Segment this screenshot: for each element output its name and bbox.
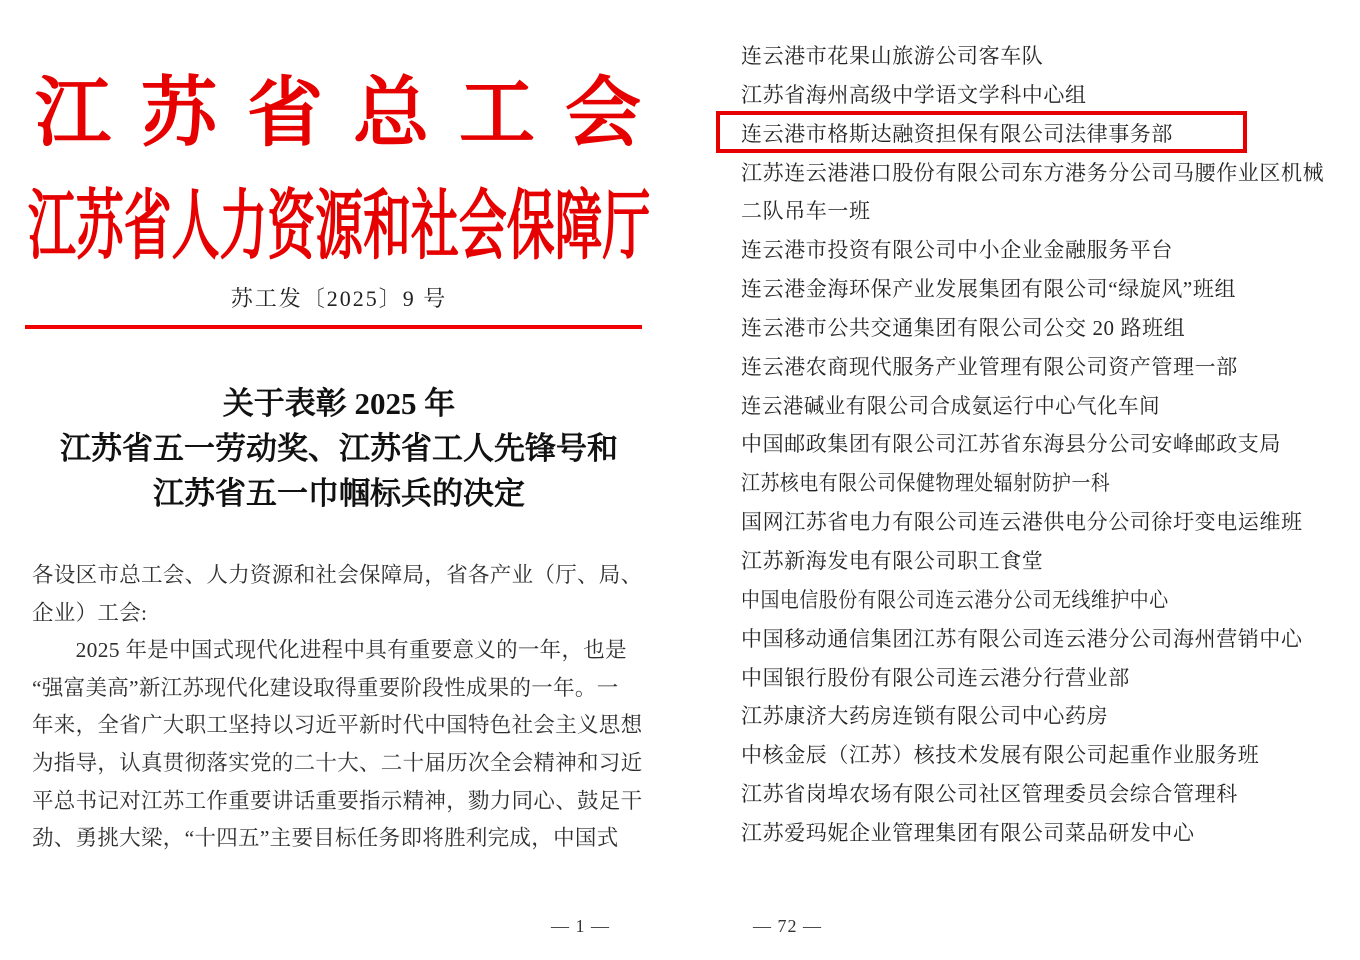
- awarded-unit-line: [741, 542, 1346, 581]
- body-line: 各设区市总工会、人力资源和社会保障局，省各产业（厅、局、: [32, 563, 643, 587]
- awarded-unit-text: 江苏核电有限公司保健物理处辐射防护一科: [741, 471, 1111, 496]
- awarded-unit-line: [741, 348, 1346, 387]
- body-line: 平总书记对江苏工作重要讲话重要指示精神，勠力同心、鼓足干: [32, 788, 643, 813]
- body-line: 年来，全省广大职工坚持以习近平新时代中国特色社会主义思想: [32, 713, 643, 738]
- body-line: 企业）工会:: [32, 600, 148, 625]
- awarded-unit-text: 中核金辰（江苏）核技术发展有限公司起重作业服务班: [741, 743, 1260, 768]
- awarded-unit-text: 连云港市花果山旅游公司客车队: [741, 44, 1044, 68]
- awarded-unit-line: [741, 76, 1346, 115]
- awarded-unit-text: 江苏连云港港口股份有限公司东方港务分公司马腰作业区机械: [741, 160, 1325, 185]
- awarded-unit-line: [741, 814, 1346, 853]
- issuer-header-line2: 江苏省人力资源和社会保障厅: [28, 185, 651, 269]
- issuer-header-line1: 江苏省总工会: [35, 72, 671, 156]
- awarded-unit-line: [741, 309, 1346, 348]
- awarded-unit-line: [741, 775, 1346, 814]
- document-number: 苏工发〔2025〕9 号: [230, 286, 448, 311]
- awarded-unit-text: 连云港碱业有限公司合成氨运行中心气化车间: [741, 393, 1161, 418]
- right-page: [741, 37, 1346, 853]
- document-body: [32, 557, 646, 858]
- body-line: “强富美高”新江苏现代化建设取得重要阶段性成果的一年。一: [32, 675, 619, 700]
- awarded-unit-line: [741, 37, 1346, 76]
- title-line: 关于表彰 2025 年: [222, 386, 456, 421]
- awarded-unit-line: [741, 464, 1346, 503]
- awarded-unit-text: 连云港市格斯达融资担保有限公司法律事务部: [741, 121, 1173, 146]
- awarded-unit-line: [741, 154, 1346, 193]
- awarded-unit-text: 连云港农商现代服务产业管理有限公司资产管理一部: [741, 354, 1238, 379]
- awarded-unit-text: 二队吊车一班: [741, 199, 871, 224]
- awarded-unit-text: 中国邮政集团有限公司江苏省东海县分公司安峰邮政支局: [741, 432, 1281, 457]
- body-line: 劲、勇挑大梁，“十四五”主要目标任务即将胜利完成，中国式: [32, 826, 619, 851]
- awarded-unit-text: 中国电信股份有限公司连云港分公司无线维护中心: [741, 587, 1169, 612]
- awarded-unit-line: [741, 231, 1346, 270]
- awarded-unit-text: 江苏新海发电有限公司职工食堂: [741, 548, 1044, 573]
- awarded-unit-line: [741, 581, 1346, 620]
- awarded-unit-line: [741, 192, 1346, 231]
- awarded-unit-line: [741, 697, 1346, 736]
- awarded-unit-text: 连云港市公共交通集团有限公司公交 20 路班组: [741, 315, 1186, 340]
- awarded-unit-text: 江苏省岗埠农场有限公司社区管理委员会综合管理科: [741, 782, 1238, 807]
- body-line: 为指导，认真贯彻落实党的二十大、二十届历次全会精神和习近: [32, 750, 643, 775]
- awarded-unit-line: [741, 270, 1346, 309]
- awarded-unit-text: 国网江苏省电力有限公司连云港供电分公司徐圩变电运维班: [741, 510, 1303, 535]
- awarded-unit-line: [741, 425, 1346, 464]
- document-title: [32, 381, 646, 516]
- awarded-unit-text: 江苏省海州高级中学语文学科中心组: [741, 82, 1087, 107]
- page-number-left: — 1 —: [551, 916, 610, 936]
- awarded-unit-text: 江苏康济大药房连锁有限公司中心药房: [741, 704, 1109, 729]
- awarded-unit-line: [741, 736, 1346, 775]
- awarded-units-list: [741, 37, 1346, 853]
- left-page: [28, 0, 671, 960]
- red-divider-line: [25, 325, 642, 329]
- awarded-unit-text: 中国银行股份有限公司连云港分行营业部: [741, 665, 1130, 690]
- awarded-unit-text: 连云港金海环保产业发展集团有限公司“绿旋风”班组: [741, 277, 1237, 302]
- awarded-unit-line: [741, 115, 1346, 154]
- awarded-unit-line: [741, 659, 1346, 698]
- title-line: 江苏省五一巾帼标兵的决定: [153, 476, 525, 511]
- awarded-unit-line: [741, 620, 1346, 659]
- awarded-unit-text: 中国移动通信集团江苏有限公司连云港分公司海州营销中心: [741, 626, 1303, 651]
- awarded-unit-line: [741, 503, 1346, 542]
- body-line: 2025 年是中国式现代化进程中具有重要意义的一年，也是: [32, 638, 627, 663]
- awarded-unit-line: [741, 387, 1346, 426]
- awarded-unit-text: 连云港市投资有限公司中小企业金融服务平台: [741, 238, 1173, 263]
- awarded-unit-text: 江苏爱玛妮企业管理集团有限公司菜品研发中心: [741, 820, 1195, 845]
- title-line: 江苏省五一劳动奖、江苏省工人先锋号和: [60, 431, 618, 466]
- page-number-right: — 72 —: [753, 916, 822, 936]
